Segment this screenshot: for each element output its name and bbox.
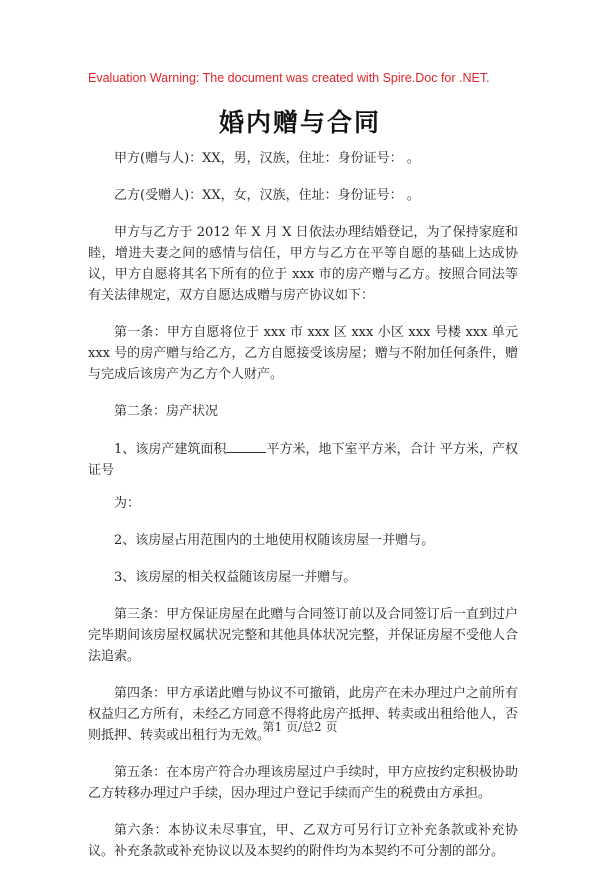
article-1: 第一条：甲方自愿将位于 xxx 市 xxx 区 xxx 小区 xxx 号楼 xxx 单元 xxx 号的房产赠与给乙方，乙方自愿接受该房屋；赠与不附加任何条件，赠与完成后该房产为乙方个人财产。	[88, 325, 518, 382]
article-6: 第六条：本协议未尽事宜，甲、乙双方可另行订立补充条款或补充协议。补充条款或补充协议以及本契约的附件均为本契约不可分割的部分。	[88, 823, 518, 859]
page-footer: 第1 页/总2 页	[262, 720, 338, 734]
document-title: 婚内赠与合同	[218, 108, 381, 137]
document-body	[88, 148, 518, 878]
article-2-item-3: 3、该房屋的相关权益随该房屋一并赠与。	[114, 570, 357, 585]
article-2-item-1	[88, 438, 518, 481]
article-2-item-2: 2、该房屋占用范围内的土地使用权随该房屋一并赠与。	[114, 533, 435, 548]
party-a-line: 甲方(赠与人)：XX，男，汉族，住址：身份证号： 。	[114, 151, 420, 166]
article-2-item-1-cont: 为：	[114, 496, 141, 511]
evaluation-warning: Evaluation Warning: The document was created with Spire.Doc for .NET.	[88, 71, 490, 85]
item-1-suffix: 平方米，地下室平方米，合计 平方米，产权证号	[88, 442, 518, 478]
area-blank	[226, 438, 266, 453]
article-4: 第四条：甲方承诺此赠与协议不可撤销，此房产在未办理过户之前所有权益归乙方所有，未经乙方同意不得将此房产抵押、转卖或出租给他人，否则抵押、转卖或出租行为无效。	[88, 686, 518, 743]
article-5: 第五条：在本房产符合办理该房屋过户手续时，甲方应按约定积极协助乙方转移办理过户手续，因办理过户登记手续而产生的税费由方承担。	[88, 765, 518, 801]
party-b-line: 乙方(受赠人)：XX，女，汉族，住址：身份证号： 。	[114, 188, 420, 203]
article-3: 第三条：甲方保证房屋在此赠与合同签订前以及合同签订后一直到过户完毕期间该房屋权属状况完整和其他具体状况完整，并保证房屋不受他人合法追索。	[88, 607, 518, 664]
article-2-heading: 第二条：房产状况	[114, 404, 219, 419]
intro-paragraph: 甲方与乙方于 2012 年 X 月 X 日依法办理结婚登记，为了保持家庭和睦，增进夫妻之间的感情与信任，甲方与乙方在平等自愿的基础上达成协议，甲方自愿将其名下所有的位于 xxx 市的房产赠与乙方。按照合同法等有关法律规定，双方自愿达成赠与房产协议如下：	[88, 225, 518, 303]
item-1-prefix: 1、该房产建筑面积	[114, 442, 227, 457]
